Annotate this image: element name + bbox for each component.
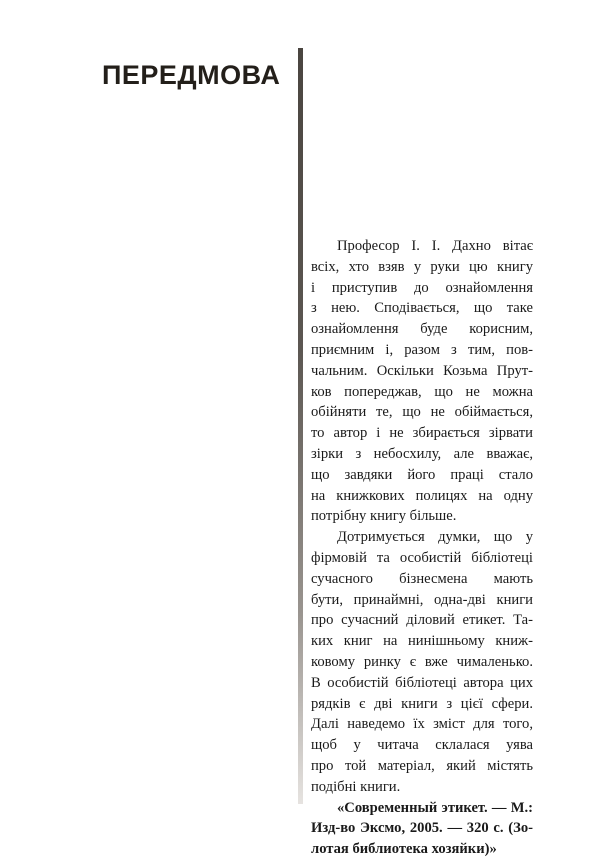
text-line: і приступив до ознайомлення	[311, 279, 533, 296]
page-heading: ПЕРЕДМОВА	[102, 60, 281, 90]
text-line: на книжкових полицях на одну	[311, 487, 533, 504]
text-line: що завдяки його праці стало	[311, 466, 533, 483]
text-line: бути, принаймні, одна-дві книги	[311, 591, 533, 608]
text-line: з нею. Сподівається, що таке	[311, 300, 533, 317]
text-line: фірмовій та особистій бібліотеці	[311, 549, 533, 566]
text-line: ковому ринку є вже чималенько.	[311, 653, 533, 670]
text-line: Далі наведемо їх зміст для того,	[311, 716, 533, 733]
text-line: Изд-во Эксмо, 2005. — 320 с. (Зо-	[311, 820, 533, 837]
text-line: зірки з небосхилу, але вважає,	[311, 445, 533, 462]
text-line: Професор І. І. Дахно вітає	[337, 238, 533, 254]
text-line: В особистій бібліотеці автора цих	[311, 674, 533, 691]
vertical-rule	[298, 48, 303, 804]
text-line: чальним. Оскільки Козьма Прут-	[311, 362, 533, 379]
text-line: рядків є дві книги з цієї сфери.	[311, 695, 533, 712]
text-line: лотая библиотека хозяйки)»	[311, 841, 497, 858]
text-line: всіх, хто взяв у руки цю книгу	[311, 258, 533, 275]
text-line: сучасного бізнесмена мають	[311, 570, 533, 587]
paragraph-2	[311, 527, 533, 797]
text-line: подібні книги.	[311, 778, 401, 795]
text-line: ознайомлення буде корисним,	[311, 321, 533, 338]
text-line: ких книг на нинішньому книж-	[311, 633, 533, 650]
text-line: щоб у читача склалася уява	[311, 737, 533, 754]
paragraph-1	[311, 236, 533, 527]
text-line: «Современный этикет. — М.:	[337, 799, 533, 816]
text-line: приємним і, разом з тим, пов-	[311, 341, 533, 358]
text-line: обійняти те, що не обіймається,	[311, 404, 533, 421]
text-line: ков попереджав, що не можна	[311, 383, 533, 400]
text-line: про сучасний діловий етикет. Та-	[311, 612, 533, 629]
text-line: про той матеріал, який містять	[311, 757, 533, 774]
text-line: то автор і не збирається зірвати	[311, 425, 533, 442]
text-line: потрібну книгу більше.	[311, 508, 457, 525]
body-text	[311, 236, 533, 860]
text-line: Дотримується думки, що у	[337, 529, 533, 546]
